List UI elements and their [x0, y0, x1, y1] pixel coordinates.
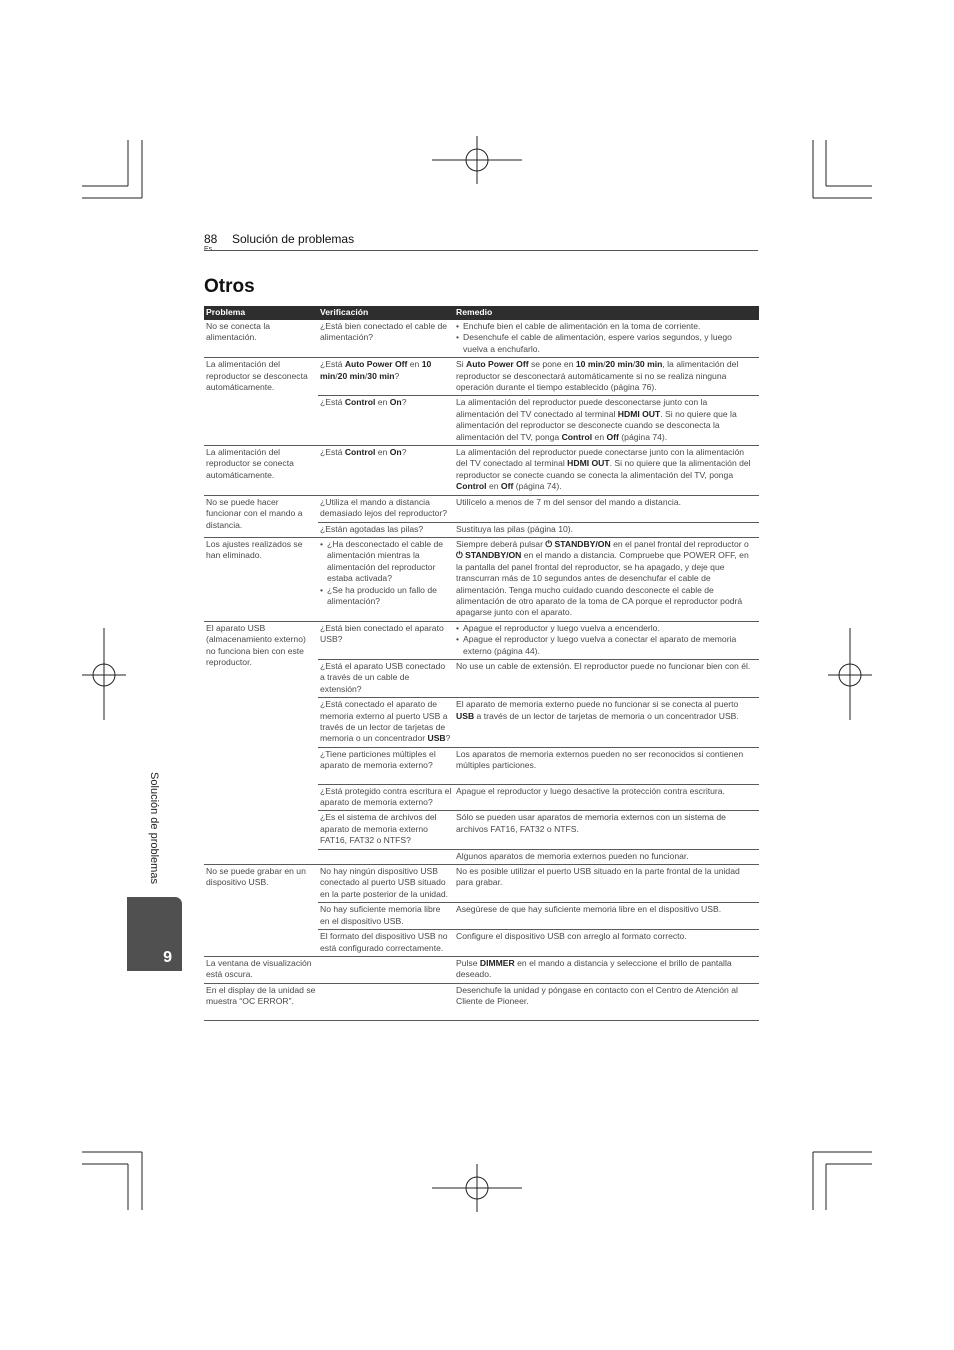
remedy-cell	[454, 621, 759, 659]
check-cell: ¿Está Control en On?	[318, 396, 454, 446]
table-row	[204, 983, 759, 1020]
remedy-bullet: • Apague el reproductor y luego vuelva a conectar el aparato de memoria externo (página 44).	[462, 634, 757, 657]
remedy-cell: Siempre deberá pulsar ⏻ STANDBY/ON en el panel frontal del reproductor o ⏻ STANDBY/ON en el mando a distancia. Compruebe que POWER OFF, en la pantalla del panel frontal del reproductor, se ha apagado, y deje que transcurran más de 10 segundos antes de desenchufar el cable de alimentación. Tenga mucho cuidado cuando desconecte el cable de alimentación de otro aparato de la toma de CA porque el reproductor podrá apagarse junto con el aparato.	[454, 537, 759, 621]
column-header-remedy: Remedio	[454, 306, 759, 320]
check-bullet: • ¿Se ha producido un fallo de alimentación?	[326, 585, 452, 608]
check-cell: ¿Está el aparato USB conectado a través de un cable de extensión?	[318, 659, 454, 697]
table-row	[204, 358, 759, 396]
check-cell: ¿Tiene particiones múltiples el aparato de memoria externo?	[318, 747, 454, 784]
remedy-cell: Asegúrese de que hay suficiente memoria libre en el dispositivo USB.	[454, 903, 759, 930]
problem-cell: Los ajustes realizados se han eliminado.	[204, 537, 318, 621]
check-cell: ¿Utiliza el mando a distancia demasiado lejos del reproductor?	[318, 495, 454, 522]
remedy-cell: Algunos aparatos de memoria externos pueden no funcionar.	[454, 849, 759, 864]
remedy-cell: Pulse DIMMER en el mando a distancia y seleccione el brillo de pantalla deseado.	[454, 956, 759, 983]
problem-cell: El aparato USB (almacenamiento externo) no funciona bien con este reproductor.	[204, 621, 318, 864]
table-row	[204, 320, 759, 358]
check-cell: No hay ningún dispositivo USB conectado al puerto USB situado en la parte posterior de la unidad.	[318, 865, 454, 903]
running-header-title: Solución de problemas	[232, 232, 355, 246]
table-row	[204, 956, 759, 983]
problem-cell: No se puede grabar en un dispositivo USB.	[204, 865, 318, 957]
table-header-row	[204, 306, 759, 320]
problem-cell: No se conecta la alimentación.	[204, 320, 318, 358]
table-row	[204, 865, 759, 903]
check-cell: ¿Está protegido contra escritura el aparato de memoria externo?	[318, 784, 454, 811]
table-row	[204, 446, 759, 496]
problem-cell: No se puede hacer funcionar con el mando a distancia.	[204, 495, 318, 537]
side-tab-label: Solución de problemas	[148, 772, 160, 884]
remedy-cell: Configure el dispositivo USB con arreglo al formato correcto.	[454, 930, 759, 957]
check-cell: ¿Está Auto Power Off en 10 min/20 min/30 min?	[318, 358, 454, 396]
remedy-cell: Si Auto Power Off se pone en 10 min/20 min/30 min, la alimentación del reproductor se desconectará automáticamente si no se realiza ninguna operación durante el tiempo establecido (página 76).	[454, 358, 759, 396]
registration-mark-top	[432, 136, 522, 184]
remedy-cell: Sustituya las pilas (página 10).	[454, 522, 759, 537]
column-header-problem: Problema	[204, 306, 318, 320]
header-rule	[204, 250, 758, 251]
problem-cell: La ventana de visualización está oscura.	[204, 956, 318, 983]
chapter-number: 9	[163, 949, 172, 966]
section-title: Otros	[204, 276, 255, 297]
remedy-cell: Sólo se pueden usar aparatos de memoria externos con un sistema de archivos FAT16, FAT32 o NTFS.	[454, 811, 759, 849]
check-cell: ¿Está conectado el aparato de memoria externo al puerto USB a través de un lector de tarjetas de memoria o un concentrador USB?	[318, 698, 454, 748]
troubleshooting-table	[204, 306, 759, 1021]
registration-mark-right	[828, 628, 872, 720]
remedy-cell: La alimentación del reproductor puede conectarse junto con la alimentación del TV conectado al terminal HDMI OUT. Si no quiere que la alimentación del reproductor se conecte cuando se conecta la alimentación del TV, ponga Control en Off (página 74).	[454, 446, 759, 496]
registration-mark-bottom	[432, 1164, 522, 1212]
check-bullet: • ¿Ha desconectado el cable de alimentación mientras la alimentación del reproductor estaba activada?	[326, 539, 452, 585]
check-cell	[318, 537, 454, 621]
language-code: Es	[204, 246, 213, 253]
check-cell: No hay suficiente memoria libre en el dispositivo USB.	[318, 903, 454, 930]
remedy-cell: Apague el reproductor y luego desactive la protección contra escritura.	[454, 784, 759, 811]
table-row	[204, 621, 759, 659]
check-cell: ¿Está bien conectado el aparato USB?	[318, 621, 454, 659]
remedy-bullet: • Apague el reproductor y luego vuelva a encenderlo.	[462, 623, 757, 634]
registration-mark-left	[82, 628, 126, 720]
problem-cell: La alimentación del reproductor se desconecta automáticamente.	[204, 358, 318, 446]
check-cell	[318, 956, 454, 983]
check-cell: ¿Están agotadas las pilas?	[318, 522, 454, 537]
check-cell	[318, 849, 454, 864]
remedy-cell: El aparato de memoria externo puede no funcionar si se conecta al puerto USB a través de un lector de tarjetas de memoria o un concentrador USB.	[454, 698, 759, 748]
chapter-tab	[127, 897, 182, 971]
remedy-cell: Los aparatos de memoria externos pueden no ser reconocidos si contienen múltiples particiones.	[454, 747, 759, 784]
remedy-cell: No use un cable de extensión. El reproductor puede no funcionar bien con él.	[454, 659, 759, 697]
check-cell: ¿Está bien conectado el cable de alimentación?	[318, 320, 454, 358]
page-number: 88	[204, 232, 218, 246]
check-cell	[318, 983, 454, 1020]
table-row	[204, 537, 759, 621]
remedy-cell: La alimentación del reproductor puede desconectarse junto con la alimentación del TV conectado al terminal HDMI OUT. Si no quiere que la alimentación del reproductor se desconecte cuando se desconecta la alimentación del TV, ponga Control en Off (página 74).	[454, 396, 759, 446]
column-header-check: Verificación	[318, 306, 454, 320]
problem-cell: La alimentación del reproductor se conecta automáticamente.	[204, 446, 318, 496]
problem-cell: En el display de la unidad se muestra “OC ERROR”.	[204, 983, 318, 1020]
check-cell: El formato del dispositivo USB no está configurado correctamente.	[318, 930, 454, 957]
remedy-cell: Utilícelo a menos de 7 m del sensor del mando a distancia.	[454, 495, 759, 522]
remedy-bullet: • Enchufe bien el cable de alimentación en la toma de corriente.	[462, 321, 757, 332]
table-row	[204, 495, 759, 522]
check-cell: ¿Es el sistema de archivos del aparato de memoria externo FAT16, FAT32 o NTFS?	[318, 811, 454, 849]
remedy-cell	[454, 320, 759, 358]
remedy-cell: Desenchufe la unidad y póngase en contacto con el Centro de Atención al Cliente de Pioneer.	[454, 983, 759, 1020]
remedy-cell: No es posible utilizar el puerto USB situado en la parte frontal de la unidad para grabar.	[454, 865, 759, 903]
remedy-bullet: • Desenchufe el cable de alimentación, espere varios segundos, y luego vuelva a enchufarlo.	[462, 332, 757, 355]
check-cell: ¿Está Control en On?	[318, 446, 454, 496]
